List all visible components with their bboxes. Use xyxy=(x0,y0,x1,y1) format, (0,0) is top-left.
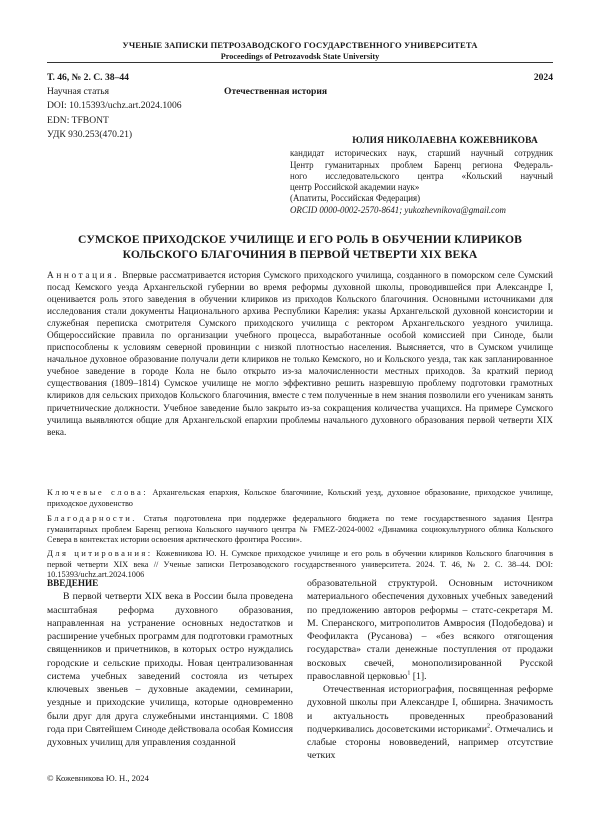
paragraph-text: Отечественная историография, посвященная реформе духовной школы при Александре I, обширна. Значимость и актуальность проведенных преобразований подчеркивались досоветскими историками xyxy=(307,684,553,735)
journal-header xyxy=(47,40,553,62)
publication-year: 2024 xyxy=(533,72,553,83)
header-divider xyxy=(47,62,553,63)
abstract xyxy=(47,270,553,439)
author-degree: кандидат исторических наук, старший научный сотрудник xyxy=(290,148,553,159)
acknowledgements-text: Статья подготовлена при поддержке федерального бюджета по теме государственного задания Центра гуманитарных проблем Баренц региона Кольского научного центра № FMEZ-2024-0002 «Динамика социокультурного облика Кольского Севера в контекстах истории освоения арктического фронтира России». xyxy=(47,514,553,545)
body-paragraph xyxy=(307,683,553,763)
author-affiliation-1: Центр гуманитарных проблем Баренц региона Федераль- xyxy=(290,159,553,170)
citation-label: Для цитирования: xyxy=(47,548,153,558)
article-title-line-2: КОЛЬСКОГО БЛАГОЧИНИЯ В ПЕРВОЙ ЧЕТВЕРТИ XIX ВЕКА xyxy=(122,248,478,261)
body-column-left xyxy=(47,577,293,749)
abstract-text: Впервые рассматривается история Сумского приходского училища, созданного в поморском селе Сумский посад Кемского уезда Архангельской губернии во время реформы духовной школы, проводившейся при Александре I, оценивается роль этого заведения в обучении клириков из приходов Кольского благочиния. Основными источниками для исследования стали документы Национального архива Республики Карелия: указы Архангельской духовной консистории и служебная переписка смотрителя Сумского приходского училища с ректором Архангельского уездного училища. Общероссийские правила по организации учебного процесса, выработанные особой комиссией при Синоде, были приспособлены к условиям северной провинции с низкой плотностью населения. Выясняется, что в Сумском училище начальное духовное образование получали дети клириков не только Кемского, но и Кольского уезда, так как запланированное учебное заведение в городе Кола не было открыто из-за малочисленности местных приходов. За краткий период существования (1809–1814) Сумское училище не могло эффективно решить назревшую проблему подготовки грамотных клириков для сельских приходов Кольского благочиния, вместе с тем полученные в нем знания позволили его ученикам занять причетнические должности. Учебное заведение было закрыто из-за сокращения количества учащихся. На примере Сумского училища выявляются общие для Архангельской епархии проблемы начального духовного образования первой четверти XIX века. xyxy=(47,271,554,438)
footnote-marker[interactable]: 1 xyxy=(407,670,411,677)
keywords-text: Архангельская епархия, Кольское благочиние, Кольский уезд, духовное образование, приходское училище, приходское духовенство xyxy=(47,488,554,508)
body-paragraph-continued xyxy=(307,577,553,683)
journal-title-ru: УЧЕНЫЕ ЗАПИСКИ ПЕТРОЗАВОДСКОГО ГОСУДАРСТВЕННОГО УНИВЕРСИТЕТА xyxy=(122,40,478,50)
citation xyxy=(47,548,553,581)
article-title-line-1: СУМСКОЕ ПРИХОДСКОЕ УЧИЛИЩЕ И ЕГО РОЛЬ В ОБУЧЕНИИ КЛИРИКОВ xyxy=(78,233,522,246)
author-affiliation-3: центр Российской академии наук» xyxy=(290,182,420,193)
journal-title-en: Proceedings of Petrozavodsk State University xyxy=(220,52,380,61)
author-location: (Апатиты, Российская Федерация) xyxy=(290,193,421,204)
paragraph-text: . Отмечались и слабые стороны нововведений, например отсутствие четких xyxy=(307,723,553,762)
body-paragraph: В первой четверти XIX века в России была проведена масштабная реформа духовного образования, направленная на устранение основных недостатков и расширение учебных программ для подготовки грамотных священников и причетников, в которых остро нуждались городские и сельские приходы. Новая централизованная система учебных заведений состояла из четырех ключевых звеньев – духовные академии, семинарии, уездные и приходские училища, которые одновременно были друг для друга служебными инстанциями. С 1808 года при Святейшем Синоде действовала особая Комиссия духовных училищ для управления созданной xyxy=(47,591,293,748)
edn: EDN: TFBONT xyxy=(47,114,109,126)
author-block xyxy=(290,136,553,216)
volume-issue-pages: Т. 46, № 2. С. 38–44 xyxy=(47,72,129,83)
author-orcid-email: ORCID 0000-0002-2570-8641; yukozhevnikova@gmail.com xyxy=(290,204,506,215)
acknowledgements xyxy=(47,513,553,546)
article-metadata xyxy=(47,71,553,142)
author-name: ЮЛИЯ НИКОЛАЕВНА КОЖЕВНИКОВА xyxy=(352,136,538,146)
keywords xyxy=(47,487,553,509)
copyright-notice: © Кожевникова Ю. Н., 2024 xyxy=(47,773,149,783)
udc: УДК 930.253(470.21) xyxy=(47,128,133,140)
abstract-label: Аннотация. xyxy=(47,271,120,281)
article-section: Отечественная история xyxy=(224,86,328,98)
doi: DOI: 10.15393/uchz.art.2024.1006 xyxy=(47,100,182,112)
author-affiliation-2: ного исследовательского центра «Кольский научный xyxy=(290,170,553,181)
citation-text: Кожевникова Ю. Н. Сумское приходское училище и его роль в обучении клириков Кольского благочиния в первой четверти XIX века // Ученые записки Петрозаводского государственного университета. 2024. Т. 46, № 2. С. 38–44. DOI: 10.15393/uchz.art.2024.1006 xyxy=(47,549,553,580)
footnote-marker[interactable]: 2 xyxy=(486,723,490,730)
keywords-label: Ключевые слова: xyxy=(47,487,148,497)
acknowledgements-label: Благодарности. xyxy=(47,513,137,523)
reference-marker: [1]. xyxy=(410,670,427,682)
paragraph-text: образовательной структурой. Основным источником материального обеспечения духовных учебных заведений по предложению авторов реформы – статс-секретаря М. М. Сперанского, митрополитов Амвросия (Подобедова) и Феофилакта (Русанова) – «без всякого отягощения государства» стали денежные поступления от продажи восковых свечей, монополизированной Русской православной церковью xyxy=(307,578,553,682)
article-type: Научная статья xyxy=(47,86,110,98)
article-title xyxy=(47,232,553,262)
body-column-right xyxy=(307,577,553,763)
section-heading-introduction: ВВЕДЕНИЕ xyxy=(47,578,99,588)
